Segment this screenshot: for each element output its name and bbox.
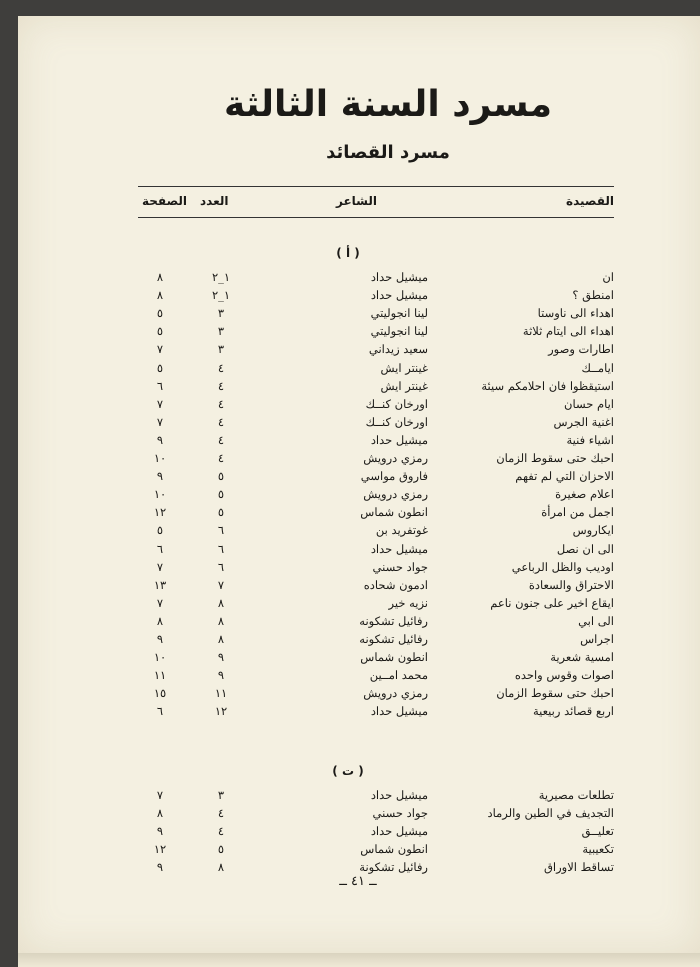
issue-cell: ٣ xyxy=(217,324,225,339)
poem-cell: الى ابي xyxy=(578,613,614,628)
header-bottom-rule xyxy=(138,217,614,218)
page-cell: ٦ xyxy=(156,378,164,393)
poet-cell: ميشيل حداد xyxy=(370,432,428,447)
page-content xyxy=(18,16,700,953)
page-cell: ٨ xyxy=(156,270,164,284)
header-poet: الشاعر xyxy=(336,194,377,208)
section-letter: ( ت ) xyxy=(332,764,364,778)
page-cell: ٩ xyxy=(156,469,164,484)
poet-cell: اورخان كنــك xyxy=(365,396,428,411)
table-row xyxy=(18,487,700,505)
page-cell: ٨ xyxy=(156,288,164,303)
poem-cell: احبك حتى سقوط الزمان xyxy=(496,686,614,701)
table-row xyxy=(18,806,700,824)
poem-cell: اصوات وقوس واحده xyxy=(514,668,614,683)
table-row xyxy=(18,288,700,306)
table-row xyxy=(18,324,700,342)
page-cell: ٦ xyxy=(156,541,164,556)
table-row xyxy=(18,433,700,451)
table-row xyxy=(18,824,700,842)
poem-cell: اجمل من امرأة xyxy=(541,505,614,520)
table-row xyxy=(18,397,700,415)
issue-cell: ٤ xyxy=(217,414,225,429)
page-cell: ١٥ xyxy=(153,686,167,701)
poem-cell: اوديب والظل الرباعي xyxy=(511,559,614,574)
page-cell: ٧ xyxy=(156,559,164,574)
issue-cell: ٩ xyxy=(217,668,225,683)
page-cell: ٩ xyxy=(156,824,164,839)
page-cell: ٧ xyxy=(156,342,164,357)
page-subtitle: مسرد القصائد xyxy=(326,142,450,163)
poem-cell: استيقظوا فان احلامكم سيئة xyxy=(481,378,614,393)
page-bottom-edge xyxy=(18,953,700,967)
issue-cell: ٦ xyxy=(217,559,225,574)
header-top-rule xyxy=(138,186,614,187)
poet-cell: ميشيل حداد xyxy=(370,704,428,719)
page-cell: ٩ xyxy=(156,860,164,875)
issue-cell: ٤ xyxy=(217,806,225,821)
issue-cell: ٤ xyxy=(217,451,225,465)
poet-cell: محمد امــين xyxy=(369,668,428,683)
table-row xyxy=(18,788,700,806)
page-cell: ٩ xyxy=(156,632,164,646)
poet-cell: فاروق مواسي xyxy=(360,469,428,484)
poet-cell: ادمون شحاده xyxy=(363,577,428,592)
poem-cell: احبك حتى سقوط الزمان xyxy=(496,451,614,465)
poet-cell: ميشيل حداد xyxy=(370,541,428,556)
poet-cell: اورخان كنــك xyxy=(365,414,428,429)
issue-cell: ٤ xyxy=(217,378,225,393)
issue-cell: ٤ xyxy=(217,396,225,411)
table-row xyxy=(18,270,700,288)
table-row xyxy=(18,842,700,860)
poet-cell: ميشيل حداد xyxy=(370,788,428,802)
page-cell: ١٢ xyxy=(153,505,167,520)
issue-cell: ٥ xyxy=(217,487,225,502)
page-cell: ١١ xyxy=(153,668,167,683)
poem-cell: ان xyxy=(602,270,614,284)
poem-cell: اربع قصائد ربيعية xyxy=(533,704,614,719)
poet-cell: رمزي درويش xyxy=(363,487,428,502)
poet-cell: جواد حسني xyxy=(372,559,428,574)
poet-cell: رمزي درويش xyxy=(363,451,428,465)
page-title: مسرد السنة الثالثة xyxy=(224,84,552,125)
table-row xyxy=(18,614,700,632)
poet-cell: رفائيل تشكونه xyxy=(359,613,428,628)
table-row xyxy=(18,668,700,686)
page-cell: ٦ xyxy=(156,704,164,719)
issue-cell: ٣ xyxy=(217,342,225,357)
poet-cell: رمزي درويش xyxy=(363,686,428,701)
issue-cell: ٣ xyxy=(217,788,225,802)
poem-cell: ايامــك xyxy=(581,360,614,375)
poet-cell: ميشيل حداد xyxy=(370,824,428,839)
table-row xyxy=(18,451,700,469)
page-cell: ٩ xyxy=(156,432,164,447)
poem-cell: تعليــق xyxy=(581,824,614,839)
page-cell: ٧ xyxy=(156,788,164,802)
poem-cell: اطارات وصور xyxy=(548,342,614,357)
poet-cell: رفائيل تشكونه xyxy=(359,632,428,646)
poet-cell: انطون شماس xyxy=(360,842,428,857)
issue-cell: ٥ xyxy=(217,469,225,484)
poem-cell: اجراس xyxy=(580,632,614,646)
page-cell: ٥ xyxy=(156,360,164,375)
issue-cell: ٤ xyxy=(217,824,225,839)
poet-cell: جواد حسني xyxy=(372,806,428,821)
poem-cell: امسية شعرية xyxy=(550,650,614,665)
poet-cell: غينتر ايش xyxy=(380,378,428,393)
table-row xyxy=(18,542,700,560)
issue-cell: ١١ xyxy=(214,686,228,701)
poet-cell: رفائيل تشكونة xyxy=(359,860,428,875)
poem-cell: تساقط الاوراق xyxy=(543,860,614,875)
table-row xyxy=(18,361,700,379)
poem-cell: ايكاروس xyxy=(572,523,614,538)
poem-cell: ايقاع اخير على جنون ناعم xyxy=(490,595,614,610)
table-row xyxy=(18,578,700,596)
page-cell: ٧ xyxy=(156,414,164,429)
page-cell: ٥ xyxy=(156,306,164,321)
poem-cell: اغنية الجرس xyxy=(553,414,614,429)
poem-cell: تكعيبية xyxy=(582,842,614,857)
issue-cell: ٨ xyxy=(217,632,225,646)
poem-cell: اهداء الى ناوستا xyxy=(537,306,614,321)
issue-cell: ١_٢ xyxy=(211,270,231,284)
issue-cell: ١٢ xyxy=(214,704,228,719)
poet-cell: ميشيل حداد xyxy=(370,270,428,284)
document-page xyxy=(18,16,700,953)
poem-cell: اهداء الى ايتام ثلاثة xyxy=(522,324,614,339)
table-row xyxy=(18,306,700,324)
issue-cell: ٦ xyxy=(217,541,225,556)
table-row xyxy=(18,686,700,704)
table-row xyxy=(18,704,700,722)
page-cell: ١٠ xyxy=(153,487,167,502)
page-cell: ١٢ xyxy=(153,842,167,857)
poem-cell: الاحزان التي لم تفهم xyxy=(515,469,614,484)
table-row xyxy=(18,379,700,397)
table-row xyxy=(18,650,700,668)
poem-cell: الى ان نصل xyxy=(556,541,614,556)
issue-cell: ٦ xyxy=(217,523,225,538)
issue-cell: ٨ xyxy=(217,613,225,628)
page-cell: ١٠ xyxy=(153,451,167,465)
poet-cell: انطون شماس xyxy=(360,505,428,520)
poet-cell: غينتر ايش xyxy=(380,360,428,375)
table-row xyxy=(18,505,700,523)
poet-cell: ميشيل حداد xyxy=(370,288,428,303)
header-page: الصفحة xyxy=(142,194,188,208)
table-row xyxy=(18,342,700,360)
table-row xyxy=(18,469,700,487)
page-cell: ١٣ xyxy=(153,577,167,592)
poem-cell: الاحتراق والسعادة xyxy=(528,577,614,592)
issue-cell: ٨ xyxy=(217,595,225,610)
issue-cell: ٧ xyxy=(217,577,225,592)
page-cell: ٨ xyxy=(156,613,164,628)
page-cell: ٥ xyxy=(156,324,164,339)
page-cell: ٧ xyxy=(156,595,164,610)
section-letter: ( أ ) xyxy=(336,246,360,260)
poem-cell: التجديف في الطين والرماد xyxy=(487,806,614,821)
table-row xyxy=(18,415,700,433)
poem-cell: اعلام صغيرة xyxy=(555,487,614,502)
poet-cell: لينا انجوليتي xyxy=(370,306,428,321)
header-issue: العدد xyxy=(200,194,229,208)
issue-cell: ٤ xyxy=(217,432,225,447)
issue-cell: ٤ xyxy=(217,360,225,375)
page-cell: ٨ xyxy=(156,806,164,821)
poem-cell: امنطق ؟ xyxy=(572,288,614,303)
poet-cell: سعيد زيداني xyxy=(368,342,428,357)
table-row xyxy=(18,560,700,578)
page-number: ــ ٤١ ــ xyxy=(339,874,377,889)
table-row xyxy=(18,523,700,541)
poet-cell: نزيه خير xyxy=(388,595,428,610)
header-poem: القصيدة xyxy=(566,194,614,208)
issue-cell: ٣ xyxy=(217,306,225,321)
issue-cell: ١_٢ xyxy=(211,288,231,303)
page-cell: ٥ xyxy=(156,523,164,538)
poet-cell: غوتفريد بن xyxy=(375,523,428,538)
table-row xyxy=(18,596,700,614)
poem-cell: ايام حسان xyxy=(564,396,614,411)
page-cell: ١٠ xyxy=(153,650,167,665)
issue-cell: ٥ xyxy=(217,505,225,520)
issue-cell: ٩ xyxy=(217,650,225,665)
issue-cell: ٨ xyxy=(217,860,225,875)
page-cell: ٧ xyxy=(156,396,164,411)
poet-cell: انطون شماس xyxy=(360,650,428,665)
poem-cell: اشياء فنية xyxy=(566,432,614,447)
table-row xyxy=(18,632,700,650)
poet-cell: لينا انجوليتي xyxy=(370,324,428,339)
issue-cell: ٥ xyxy=(217,842,225,857)
poem-cell: تطلعات مصيرية xyxy=(538,788,614,802)
